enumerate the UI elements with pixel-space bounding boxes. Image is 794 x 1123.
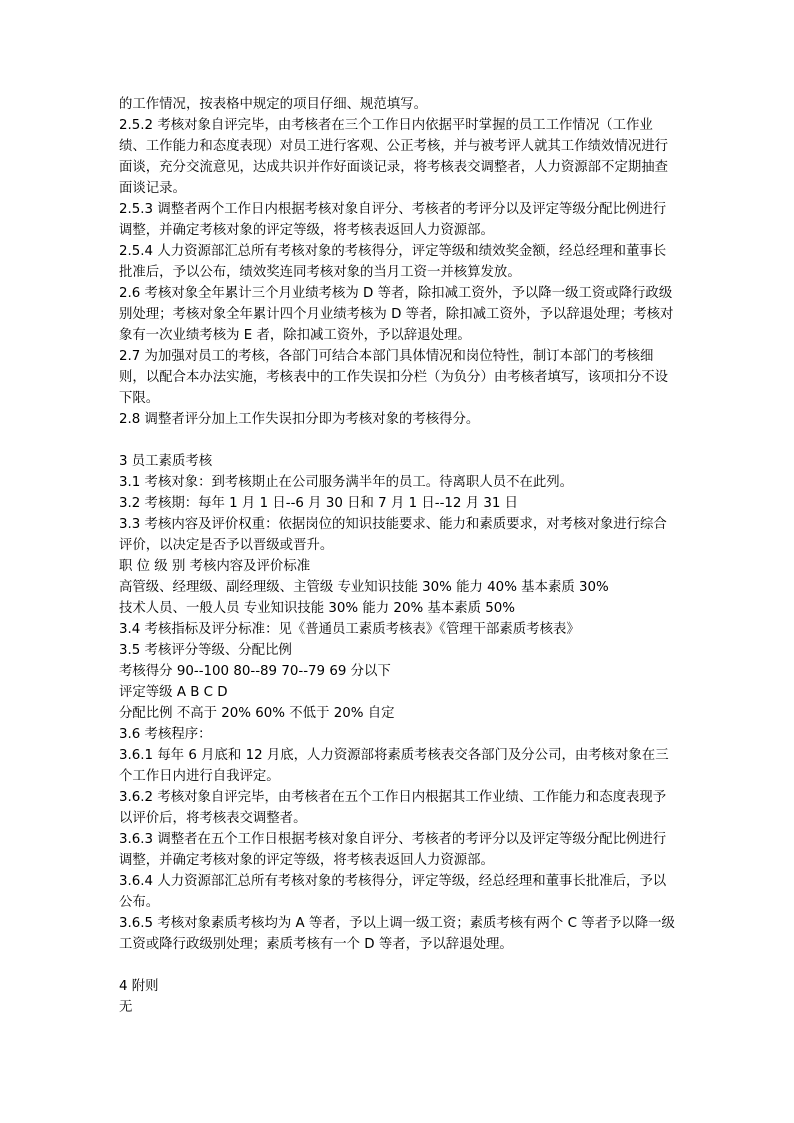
grade-table-scores: 考核得分 90--100 80--89 70--79 69 分以下 xyxy=(119,664,391,679)
paragraph-3-6-5: 3.6.5 考核对象素质考核均为 A 等者，予以上调一级工资；素质考核有两个 C 等者予以降一级工资或降行政级别处理；素质考核有一个 D 等者，予以辞退处理。 xyxy=(119,916,675,952)
paragraph-2-7: 2.7 为加强对员工的考核，各部门可结合本部门具体情况和岗位特性，制订本部门的考核细则，以配合本办法实施，考核表中的工作失误扣分栏（为负分）由考核者填写，该项扣分不设下限。 xyxy=(119,349,669,406)
paragraph-appendix-body: 无 xyxy=(119,1000,133,1015)
blank-line xyxy=(119,955,679,976)
paragraph-3-6-1: 3.6.1 每年 6 月底和 12 月底，人力资源部将素质考核表交各部门及分公司，由考核对象在三个工作日内进行自我评定。 xyxy=(119,748,669,784)
paragraph-3-6: 3.6 考核程序： xyxy=(119,727,212,742)
paragraph-3-4: 3.4 考核指标及评分标准：见《普通员工素质考核表》《管理干部素质考核表》 xyxy=(119,622,580,637)
weight-table-header: 职 位 级 别 考核内容及评价标准 xyxy=(119,559,311,574)
paragraph-3-1: 3.1 考核对象：到考核期止在公司服务满半年的员工。待离职人员不在此列。 xyxy=(119,475,574,490)
paragraph-3-6-3: 3.6.3 调整者在五个工作日根据考核对象自评分、考核者的考评分以及评定等级分配比例进行调整，并确定考核对象的评定等级，将考核表返回人力资源部。 xyxy=(119,832,667,868)
paragraph-3-3: 3.3 考核内容及评价权重：依据岗位的知识技能要求、能力和素质要求，对考核对象进行综合评价，以决定是否予以晋级或晋升。 xyxy=(119,517,667,553)
paragraph-3-2: 3.2 考核期：每年 1 月 1 日--6 月 30 日和 7 月 1 日--12 月 31 日 xyxy=(119,496,519,511)
section-heading-3: 3 员工素质考核 xyxy=(119,454,213,469)
paragraph-3-5: 3.5 考核评分等级、分配比例 xyxy=(119,643,292,658)
paragraph-3-6-4: 3.6.4 人力资源部汇总所有考核对象的考核得分，评定等级，经总经理和董事长批准后，予以公布。 xyxy=(119,874,667,910)
grade-table-ratios: 分配比例 不高于 20% 60% 不低于 20% 自定 xyxy=(119,706,395,721)
document-body xyxy=(119,94,679,1018)
paragraph-continuation: 的工作情况，按表格中规定的项目仔细、规范填写。 xyxy=(119,97,427,112)
blank-line xyxy=(119,430,679,451)
paragraph-2-8: 2.8 调整者评分加上工作失误扣分即为考核对象的考核得分。 xyxy=(119,412,480,427)
paragraph-2-5-4: 2.5.4 人力资源部汇总所有考核对象的考核得分，评定等级和绩效奖金额，经总经理和董事长批准后，予以公布，绩效奖连同考核对象的当月工资一并核算发放。 xyxy=(119,244,667,280)
weight-table-row-managers: 高管级、经理级、副经理级、主管级 专业知识技能 30% 能力 40% 基本素质 30% xyxy=(119,580,609,595)
paragraph-2-5-2: 2.5.2 考核对象自评完毕，由考核者在三个工作日内依据平时掌握的员工工作情况（工作业绩、工作能力和态度表现）对员工进行客观、公正考核，并与被考评人就其工作绩效情况进行面谈，充分交流意见，达成共识并作好面谈记录，将考核表交调整者，人力资源部不定期抽查面谈记录。 xyxy=(119,118,669,196)
grade-table-grades: 评定等级 A B C D xyxy=(119,685,228,700)
weight-table-row-staff: 技术人员、一般人员 专业知识技能 30% 能力 20% 基本素质 50% xyxy=(119,601,516,616)
paragraph-3-6-2: 3.6.2 考核对象自评完毕，由考核者在五个工作日内根据其工作业绩、工作能力和态度表现予以评价后，将考核表交调整者。 xyxy=(119,790,667,826)
section-heading-4: 4 附则 xyxy=(119,979,159,994)
paragraph-2-6: 2.6 考核对象全年累计三个月业绩考核为 D 等者，除扣减工资外，予以降一级工资或降行政级别处理；考核对象全年累计四个月业绩考核为 D 等者，除扣减工资外，予以辞退处理；考核对象有一次业绩考核为 E 者，除扣减工资外，予以辞退处理。 xyxy=(119,286,674,343)
paragraph-2-5-3: 2.5.3 调整者两个工作日内根据考核对象自评分、考核者的考评分以及评定等级分配比例进行调整，并确定考核对象的评定等级，将考核表返回人力资源部。 xyxy=(119,202,667,238)
